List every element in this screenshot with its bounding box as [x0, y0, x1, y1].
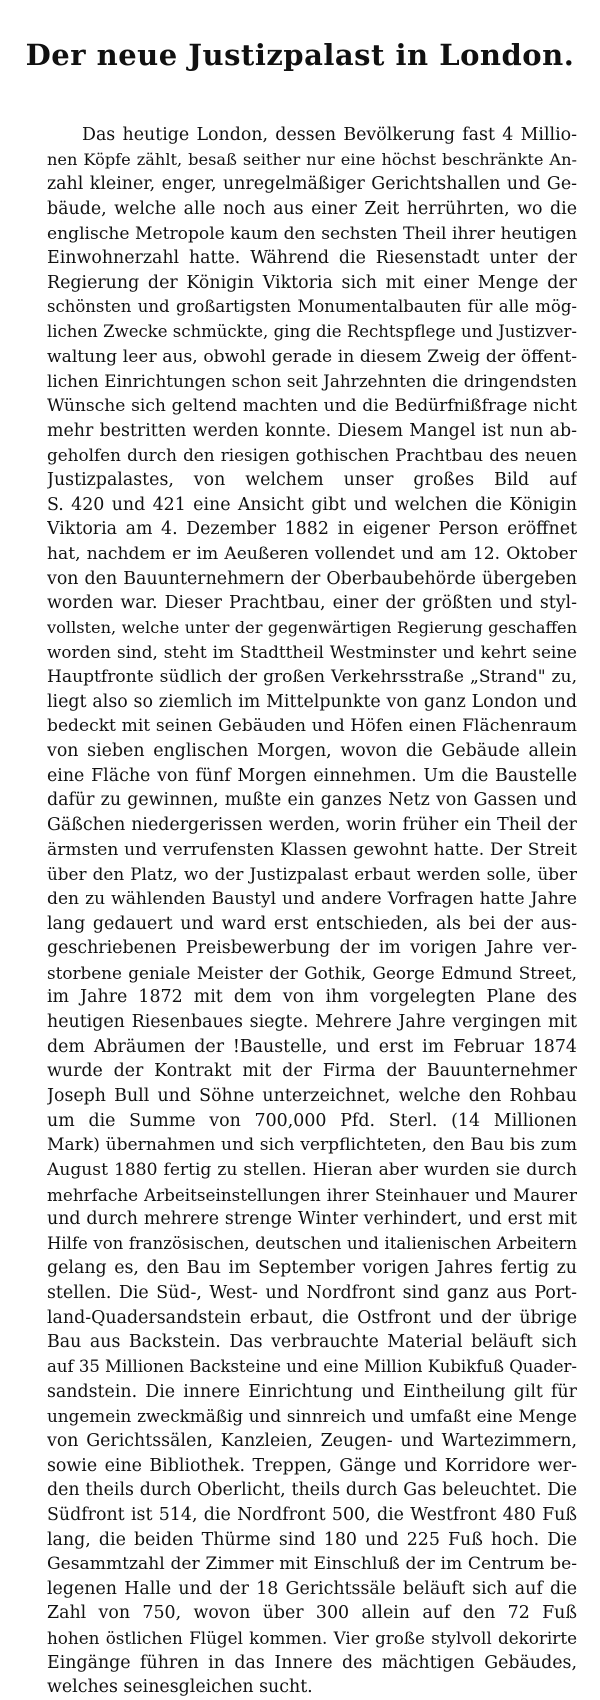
article-line: heutigen Riesenbaues siegte. Mehrere Jahre vergingen mit	[47, 1012, 577, 1033]
article-line: hohen östlichen Flügel kommen. Vier große stylvoll dekorirte	[47, 1628, 577, 1649]
article-line: lang, die beiden Thürme sind 180 und 225 Fuß hoch. Die	[47, 1529, 577, 1550]
article-line: land-Quadersandstein erbaut, die Ostfront und der übrige	[47, 1307, 577, 1328]
article-line: vollsten, welche unter der gegenwärtigen Regierung geschaffen	[47, 617, 577, 637]
article-line: ungemein zweckmäßig und sinnreich und umfaßt eine Menge	[47, 1406, 577, 1427]
article-line: im Jahre 1872 mit dem von ihm vorgelegten Plane des	[47, 987, 577, 1008]
article-title: Der neue Justizpalast in London.	[25, 38, 575, 72]
article-line: legenen Halle und der 18 Gerichtssäle beläuft sich auf die	[47, 1578, 577, 1599]
article-line: hat, nachdem er im Aeußeren vollendet und am 12. Oktober	[47, 543, 577, 564]
article-line: über den Platz, wo der Justizpalast erbaut werden solle, über	[47, 864, 577, 885]
article-line: worden war. Dieser Prachtbau, einer der größten und styl-	[47, 593, 577, 614]
article-line: waltung leer aus, obwohl gerade in diesem Zweig der öffent-	[47, 346, 577, 367]
article-line: geholfen durch den riesigen gothischen Prachtbau des neuen	[47, 445, 577, 466]
article-line: ärmsten und verrufensten Klassen gewohnt hatte. Der Streit	[47, 839, 577, 860]
article-line: sandstein. Die innere Einrichtung und Eintheilung gilt für	[47, 1381, 577, 1402]
article-line: Mark) übernahmen und sich verpflichteten, den Bau bis zum	[47, 1135, 577, 1156]
article-line: gelang es, den Bau im September vorigen Jahres fertig zu	[47, 1258, 577, 1279]
article-line: den zu wählenden Baustyl und andere Vorfragen hatte Jahre	[47, 888, 577, 909]
article-line: von Gerichtssälen, Kanzleien, Zeugen- und Wartezimmern,	[47, 1430, 577, 1451]
article-line: Joseph Bull und Söhne unterzeichnet, welche den Rohbau	[47, 1085, 577, 1106]
article-line: Das heutige London, dessen Bevölkerung fast 4 Millio-	[82, 125, 577, 145]
article-line: Wünsche sich geltend machten und die Bedürfnißfrage nicht	[47, 396, 577, 417]
article-line: um die Summe von 700,000 Pfd. Sterl. (14 Millionen	[47, 1110, 577, 1131]
article-line: lang gedauert und ward erst entschieden, als bei der aus-	[47, 913, 577, 934]
article-line: Eingänge führen in das Innere des mächtigen Gebäudes,	[47, 1652, 577, 1673]
article-line: mehr bestritten werden konnte. Diesem Mangel ist nun ab-	[47, 420, 577, 441]
article-line: Einwohnerzahl hatte. Während die Riesenstadt unter der	[47, 248, 577, 269]
article-line: stellen. Die Süd-, West- und Nordfront sind ganz aus Port-	[47, 1283, 577, 1304]
article-line: lichen Einrichtungen schon seit Jahrzehnten die dringendsten	[47, 371, 577, 392]
article-line: auf 35 Millionen Backsteine und eine Million Kubikfuß Quader-	[47, 1357, 577, 1377]
article-line: den theils durch Oberlicht, theils durch Gas beleuchtet. Die	[47, 1480, 577, 1501]
article-line: von sieben englischen Morgen, wovon die Gebäude allein	[47, 741, 577, 762]
article-line: welches seinesgleichen sucht.	[47, 1677, 313, 1698]
article-line: eine Fläche von fünf Morgen einnehmen. Um die Baustelle	[47, 765, 577, 786]
article-line: Bau aus Backstein. Das verbrauchte Material beläuft sich	[47, 1332, 577, 1353]
article-line: liegt also so ziemlich im Mittelpunkte von ganz London und	[47, 691, 577, 712]
article-line: Gäßchen niedergerissen werden, worin früher ein Theil der	[47, 814, 577, 835]
article-line: Hauptfronte südlich der großen Verkehrsstraße „Strand" zu,	[47, 667, 577, 688]
article-line: mehrfache Arbeitseinstellungen ihrer Steinhauer und Maurer	[47, 1184, 577, 1205]
article-line: worden sind, steht im Stadttheil Westminster und kehrt seine	[47, 642, 577, 663]
article-body	[47, 123, 577, 1700]
article-line: Südfront ist 514, die Nordfront 500, die Westfront 480 Fuß	[47, 1504, 577, 1525]
article-line: Zahl von 750, wovon über 300 allein auf den 72 Fuß	[47, 1603, 577, 1624]
article-line: zahl kleiner, enger, unregelmäßiger Gerichtshallen und Ge-	[47, 174, 577, 195]
article-line: Gesammtzahl der Zimmer mit Einschluß der im Centrum be-	[47, 1554, 577, 1575]
article-line: von den Bauunternehmern der Oberbaubehörde übergeben	[47, 568, 577, 589]
article-line: storbene geniale Meister der Gothik, George Edmund Street,	[47, 962, 577, 983]
article-line: August 1880 fertig zu stellen. Hieran aber wurden sie durch	[47, 1159, 577, 1180]
article-line: Justizpalastes, von welchem unser großes Bild auf	[47, 469, 577, 490]
article-line: englische Metropole kaum den sechsten Theil ihrer heutigen	[47, 223, 577, 244]
article-line: bäude, welche alle noch aus einer Zeit herrührten, wo die	[47, 198, 577, 219]
article-line: sowie eine Bibliothek. Treppen, Gänge und Korridore wer-	[47, 1455, 577, 1476]
article-line: dem Abräumen der !Baustelle, und erst im Februar 1874	[47, 1036, 577, 1057]
article-line: nen Köpfe zählt, besaß seither nur eine höchst beschränkte An-	[47, 149, 577, 169]
article-line: und durch mehrere strenge Winter verhindert, und erst mit	[47, 1209, 577, 1230]
article-line: S. 420 und 421 eine Ansicht gibt und welchen die Königin	[47, 494, 577, 515]
article-line: schönsten und großartigsten Monumentalbauten für alle mög-	[47, 297, 577, 317]
article-line: wurde der Kontrakt mit der Firma der Bauunternehmer	[47, 1061, 577, 1082]
article-line: Hilfe von französischen, deutschen und italienischen Arbeitern	[47, 1233, 577, 1253]
article-line: geschriebenen Preisbewerbung der im vorigen Jahre ver-	[47, 938, 577, 959]
article-line: dafür zu gewinnen, mußte ein ganzes Netz von Gassen und	[47, 790, 577, 811]
article-line: bedeckt mit seinen Gebäuden und Höfen einen Flächenraum	[47, 716, 577, 737]
article-line: Viktoria am 4. Dezember 1882 in eigener Person eröffnet	[47, 519, 577, 540]
article-line: lichen Zwecke schmückte, ging die Rechtspflege und Justizver-	[47, 322, 577, 342]
article-line: Regierung der Königin Viktoria sich mit einer Menge der	[47, 272, 577, 293]
